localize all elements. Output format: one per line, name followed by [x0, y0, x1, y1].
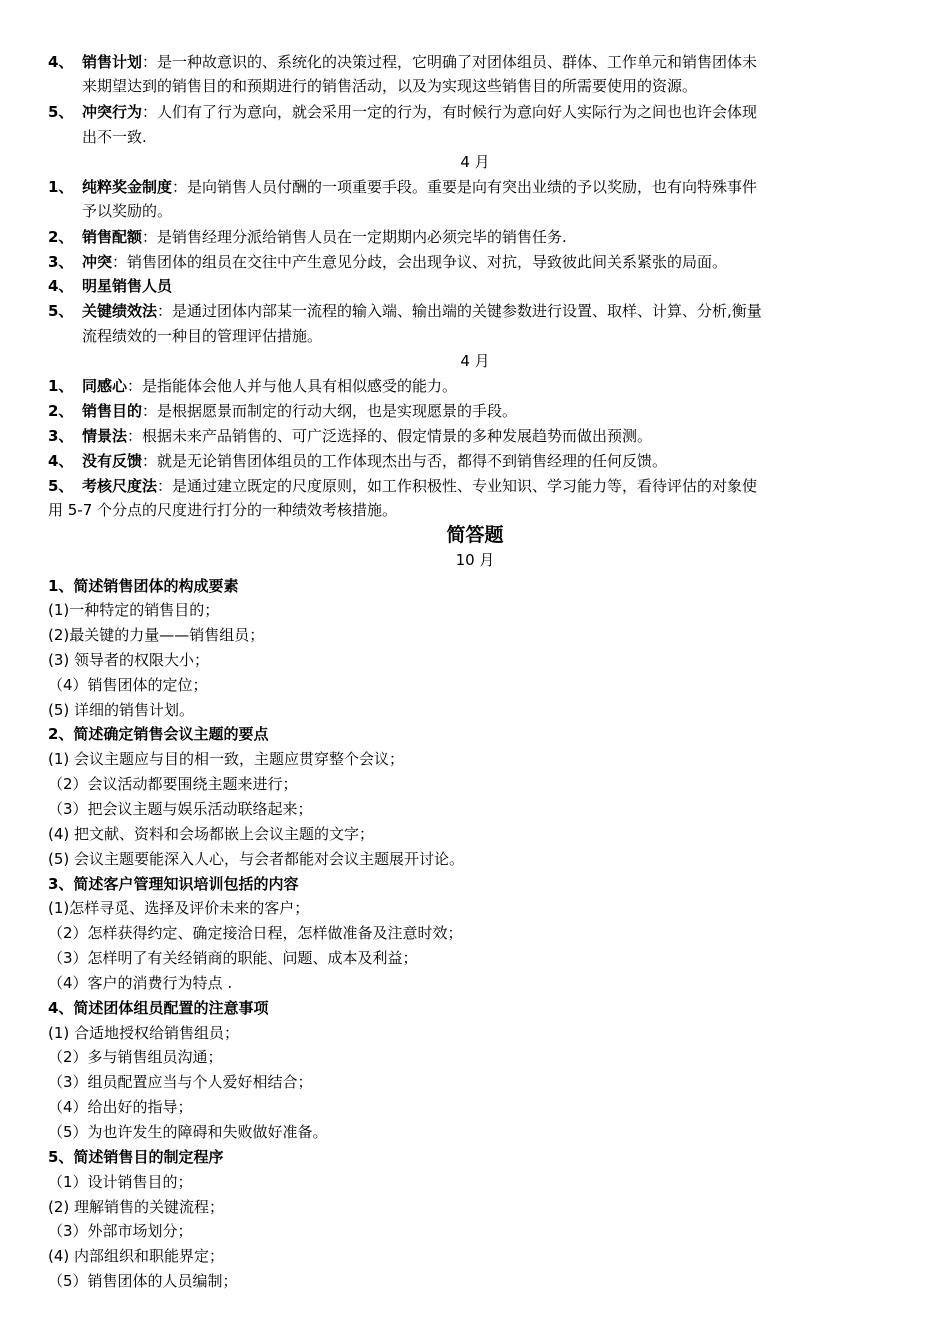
- answer-item: （4）销售团体的定位；: [48, 676, 208, 694]
- definition-continuation: 予以奖励的。: [82, 202, 173, 220]
- answer-item: （3）组员配置应当与个人爱好相结合；: [48, 1073, 313, 1091]
- answer-item: （4）给出好的指导；: [48, 1098, 193, 1116]
- answer-item: （2）多与销售组员沟通；: [48, 1048, 223, 1066]
- answer-item: (1)怎样寻觅、选择及评价未来的客户；: [48, 899, 310, 917]
- answer-item: (5) 详细的销售计划。: [48, 701, 195, 719]
- definition-text: ：是根据愿景而制定的行动大纲，也是实现愿景的手段。: [142, 402, 518, 420]
- item-number: 5、: [48, 477, 74, 495]
- term: 销售计划: [82, 53, 143, 71]
- answer-item: （5）销售团体的人员编制；: [48, 1272, 238, 1290]
- answer-item: (3) 领导者的权限大小；: [48, 651, 210, 669]
- definition-continuation: 出不一致.: [82, 128, 147, 146]
- term: 同感心: [82, 377, 128, 395]
- item-number: 5、: [48, 302, 74, 320]
- item-number: 3、: [48, 253, 74, 271]
- answer-item: (1) 会议主题应与目的相一致，主题应贯穿整个会议；: [48, 750, 405, 768]
- definition-text: ：是销售经理分派给销售人员在一定期期内必须完毕的销售任务.: [142, 228, 567, 246]
- definition-text: ：销售团体的组员在交往中产生意见分歧，会出现争议、对抗，导致彼此间关系紧张的局面。: [112, 253, 728, 271]
- item-number: 5、: [48, 103, 74, 121]
- answer-item: (4) 把文献、资料和会场都嵌上会议主题的文字；: [48, 825, 375, 843]
- definition-text: ：是指能体会他人并与他人具有相似感受的能力。: [127, 377, 458, 395]
- question-title: 1、简述销售团体的构成要素: [48, 577, 239, 595]
- term: 销售配额: [82, 228, 143, 246]
- item-number: 4、: [48, 452, 74, 470]
- definition-text: ：根据未来产品销售的、可广泛选择的、假定情景的多种发展趋势而做出预测。: [127, 427, 653, 445]
- answer-item: （2）怎样获得约定、确定接洽日程，怎样做准备及注意时效；: [48, 924, 463, 942]
- term: 冲突行为: [82, 103, 143, 121]
- answer-item: (1)一种特定的销售目的；: [48, 601, 220, 619]
- question-title: 5、简述销售目的制定程序: [48, 1148, 224, 1166]
- definition-continuation: 流程绩效的一种目的管理评估措施。: [82, 327, 323, 345]
- term: 关键绩效法: [82, 302, 158, 320]
- definition-text: ：人们有了行为意向，就会采用一定的行为，有时候行为意向好人实际行为之间也也许会体现: [142, 103, 758, 121]
- answer-item: （3）怎样明了有关经销商的职能、问题、成本及利益；: [48, 949, 418, 967]
- term: 销售目的: [82, 402, 143, 420]
- question-title: 2、简述确定销售会议主题的要点: [48, 725, 269, 743]
- definition-text: ：是向销售人员付酬的一项重要手段。重要是向有突出业绩的予以奖励，也有向特殊事件: [172, 178, 758, 196]
- definition-text: ：就是无论销售团体组员的工作体现杰出与否，都得不到销售经理的任何反馈。: [142, 452, 668, 470]
- month-heading: 10 月: [455, 551, 495, 569]
- definition-text: ：是一种故意识的、系统化的决策过程，它明确了对团体组员、群体、工作单元和销售团体未: [142, 53, 758, 71]
- term: 纯粹奖金制度: [82, 178, 173, 196]
- answer-item: （2）会议活动都要围绕主题来进行；: [48, 775, 298, 793]
- term: 情景法: [82, 427, 128, 445]
- item-number: 4、: [48, 53, 74, 71]
- answer-item: (5) 会议主题要能深入人心，与会者都能对会议主题展开讨论。: [48, 850, 465, 868]
- month-heading: 4 月: [460, 153, 490, 171]
- answer-item: （3）把会议主题与娱乐活动联络起来；: [48, 800, 313, 818]
- definition-text: ：是通过建立既定的尺度原则，如工作积极性、专业知识、学习能力等，看待评估的对象使: [157, 477, 758, 495]
- answer-item: （3）外部市场划分；: [48, 1222, 193, 1240]
- term: 冲突: [82, 253, 113, 271]
- answer-item: （5）为也许发生的障碍和失败做好准备。: [48, 1123, 328, 1141]
- question-title: 4、简述团体组员配置的注意事项: [48, 999, 269, 1017]
- term: 没有反馈: [82, 452, 143, 470]
- item-number: 1、: [48, 377, 74, 395]
- definition-continuation: 来期望达到的销售目的和预期进行的销售活动，以及为实现这些销售目的所需要使用的资源。: [82, 77, 698, 95]
- answer-item: (2)最关键的力量——销售组员；: [48, 626, 265, 644]
- item-number: 1、: [48, 178, 74, 196]
- definition-text: ：是通过团体内部某一流程的输入端、输出端的关键参数进行设置、取样、计算、分析,衡量: [157, 302, 762, 320]
- question-title: 3、简述客户管理知识培训包括的内容: [48, 875, 299, 893]
- month-heading: 4 月: [460, 352, 490, 370]
- answer-item: (2) 理解销售的关键流程；: [48, 1198, 225, 1216]
- term: 明星销售人员: [82, 277, 173, 295]
- answer-item: （1）设计销售目的；: [48, 1173, 193, 1191]
- answer-item: (1) 合适地授权给销售组员；: [48, 1024, 240, 1042]
- section-title: 简答题: [446, 524, 504, 546]
- item-number: 3、: [48, 427, 74, 445]
- term: 考核尺度法: [82, 477, 158, 495]
- definition-continuation: 用 5-7 个分点的尺度进行打分的一种绩效考核措施。: [48, 501, 398, 519]
- item-number: 2、: [48, 402, 74, 420]
- item-number: 4、: [48, 277, 74, 295]
- item-number: 2、: [48, 228, 74, 246]
- answer-item: （4）客户的消费行为特点 .: [48, 974, 233, 992]
- answer-item: (4) 内部组织和职能界定；: [48, 1247, 225, 1265]
